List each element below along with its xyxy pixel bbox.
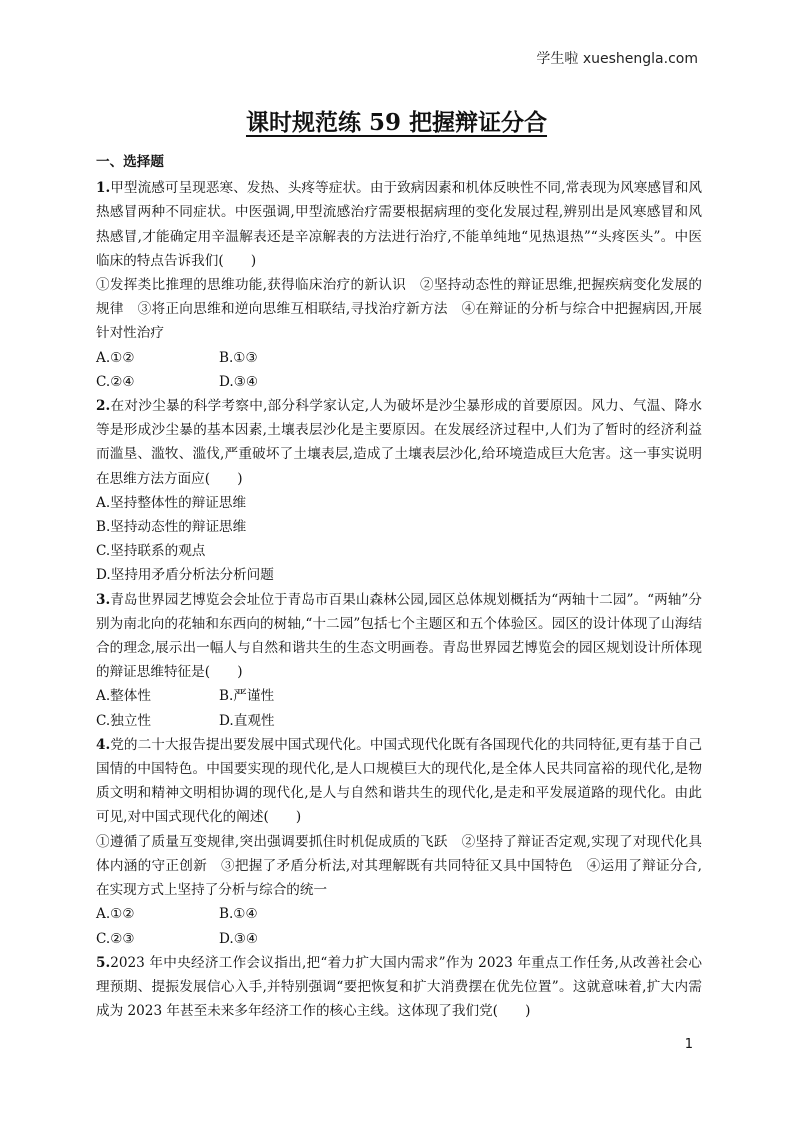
options-row [96, 709, 702, 733]
site-watermark: 学生啦 xueshengla.com [536, 51, 698, 67]
option-c: C.独立性 [96, 712, 152, 729]
option-b: B.坚持动态性的辩证思维 [96, 519, 247, 536]
question-3 [96, 588, 702, 733]
question-stem [96, 588, 702, 685]
option-a: A.坚持整体性的辩证思维 [96, 494, 247, 511]
page-title-text: 课时规范练 59 把握辩证分合 [245, 109, 548, 136]
section-heading: 一、选择题 [96, 154, 164, 170]
options-row [96, 370, 702, 394]
page-number: 1 [684, 1037, 693, 1052]
option-d: D.直观性 [219, 712, 275, 729]
option-c: C.②④ [96, 373, 135, 390]
option-a: A.整体性 [96, 688, 151, 705]
question-stem [96, 394, 702, 491]
option-c: C.坚持联系的观点 [96, 543, 206, 560]
question-text: 党的二十大报告提出要发展中国式现代化。中国式现代化既有各国现代化的共同特征,更有基于自己国情的中国特色。中国要实现的现代化,是人口规模巨大的现代化,是全体人民共同富裕的现代化,是物质文明和精神文明相协调的现代化,是人与自然和谐共生的现代化,是走和平发展道路的现代化。由此可见,对中国式现代化的阐述( ) [96, 736, 702, 826]
question-number: 3. [96, 591, 111, 608]
option-d: D.坚持用矛盾分析法分析问题 [96, 567, 274, 584]
option-c: C.②③ [96, 930, 135, 947]
option-b: B.严谨性 [219, 688, 275, 705]
question-4 [96, 733, 702, 951]
option-d: D.③④ [219, 373, 259, 390]
question-5 [96, 951, 702, 1024]
question-text: 2023 年中央经济工作会议指出,把“着力扩大国内需求”作为 2023 年重点工作任务,从改善社会心理预期、提振发展信心入手,并特别强调“要把恢复和扩大消费摆在优先位置”。这就意味着,扩大内需成为 2023 年甚至未来多年经济工作的核心主线。这体现了我们党( ) [96, 954, 702, 1020]
options-row [96, 902, 702, 926]
options-row [96, 927, 702, 951]
question-number: 5. [96, 954, 111, 971]
question-text: 青岛世界园艺博览会会址位于青岛市百果山森林公园,园区总体规划概括为“两轴十二园”。“两轴”分别为南北向的花轴和东西向的树轴,“十二园”包括七个主题区和五个体验区。园区的设计体现了山海结合的理念,展示出一幅人与自然和谐共生的生态文明画卷。青岛世界园艺博览会的园区规划设计所体现的辩证思维特征是( ) [96, 591, 702, 681]
question-number: 2. [96, 398, 111, 415]
question-statements: ①发挥类比推理的思维功能,获得临床治疗的新认识 ②坚持动态性的辩证思维,把握疾病变化发展的规律 ③将正向思维和逆向思维互相联结,寻找治疗新方法 ④在辩证的分析与综合中把握病因,开展针对性治疗 [96, 277, 702, 342]
question-text: 在对沙尘暴的科学考察中,部分科学家认定,人为破坏是沙尘暴形成的首要原因。风力、气温、降水等是形成沙尘暴的基本因素,土壤表层沙化是主要原因。在发展经济过程中,人们为了暂时的经济利益而滥垦、滥牧、滥伐,严重破坏了土壤表层,造成了土壤表层沙化,给环境造成巨大危害。这一事实说明在思维方法方面应( ) [96, 398, 702, 487]
question-number: 1. [96, 180, 111, 197]
option-a: A.①② [96, 906, 135, 923]
option-b: B.①④ [219, 906, 258, 923]
question-stem [96, 176, 702, 273]
question-stem [96, 733, 702, 830]
question-2 [96, 394, 702, 588]
question-stem [96, 951, 702, 1024]
question-text: 甲型流感可呈现恶寒、发热、头疼等症状。由于致病因素和机体反映性不同,常表现为风寒感冒和风热感冒两种不同症状。中医强调,甲型流感治疗需要根据病理的变化发展过程,辨别出是风寒感冒和风热感冒,才能确定用辛温解表还是辛凉解表的方法进行治疗,不能单纯地“见热退热”“头疼医头”。中医临床的特点告诉我们( ) [96, 180, 702, 269]
question-1 [96, 176, 702, 394]
option-b: B.①③ [219, 349, 258, 366]
options-row [96, 684, 702, 708]
option-a: A.①② [96, 349, 135, 366]
document-body [96, 150, 702, 1023]
option-d: D.③④ [219, 930, 259, 947]
options-row [96, 346, 702, 370]
page-title [0, 104, 793, 137]
question-statements: ①遵循了质量互变规律,突出强调要抓住时机促成质的飞跃 ②坚持了辩证否定观,实现了对现代化具体内涵的守正创新 ③把握了矛盾分析法,对其理解既有共同特征又具中国特色 ④运用了辩证分合,在实现方式上坚持了分析与综合的统一 [96, 833, 702, 899]
question-number: 4. [96, 736, 111, 753]
